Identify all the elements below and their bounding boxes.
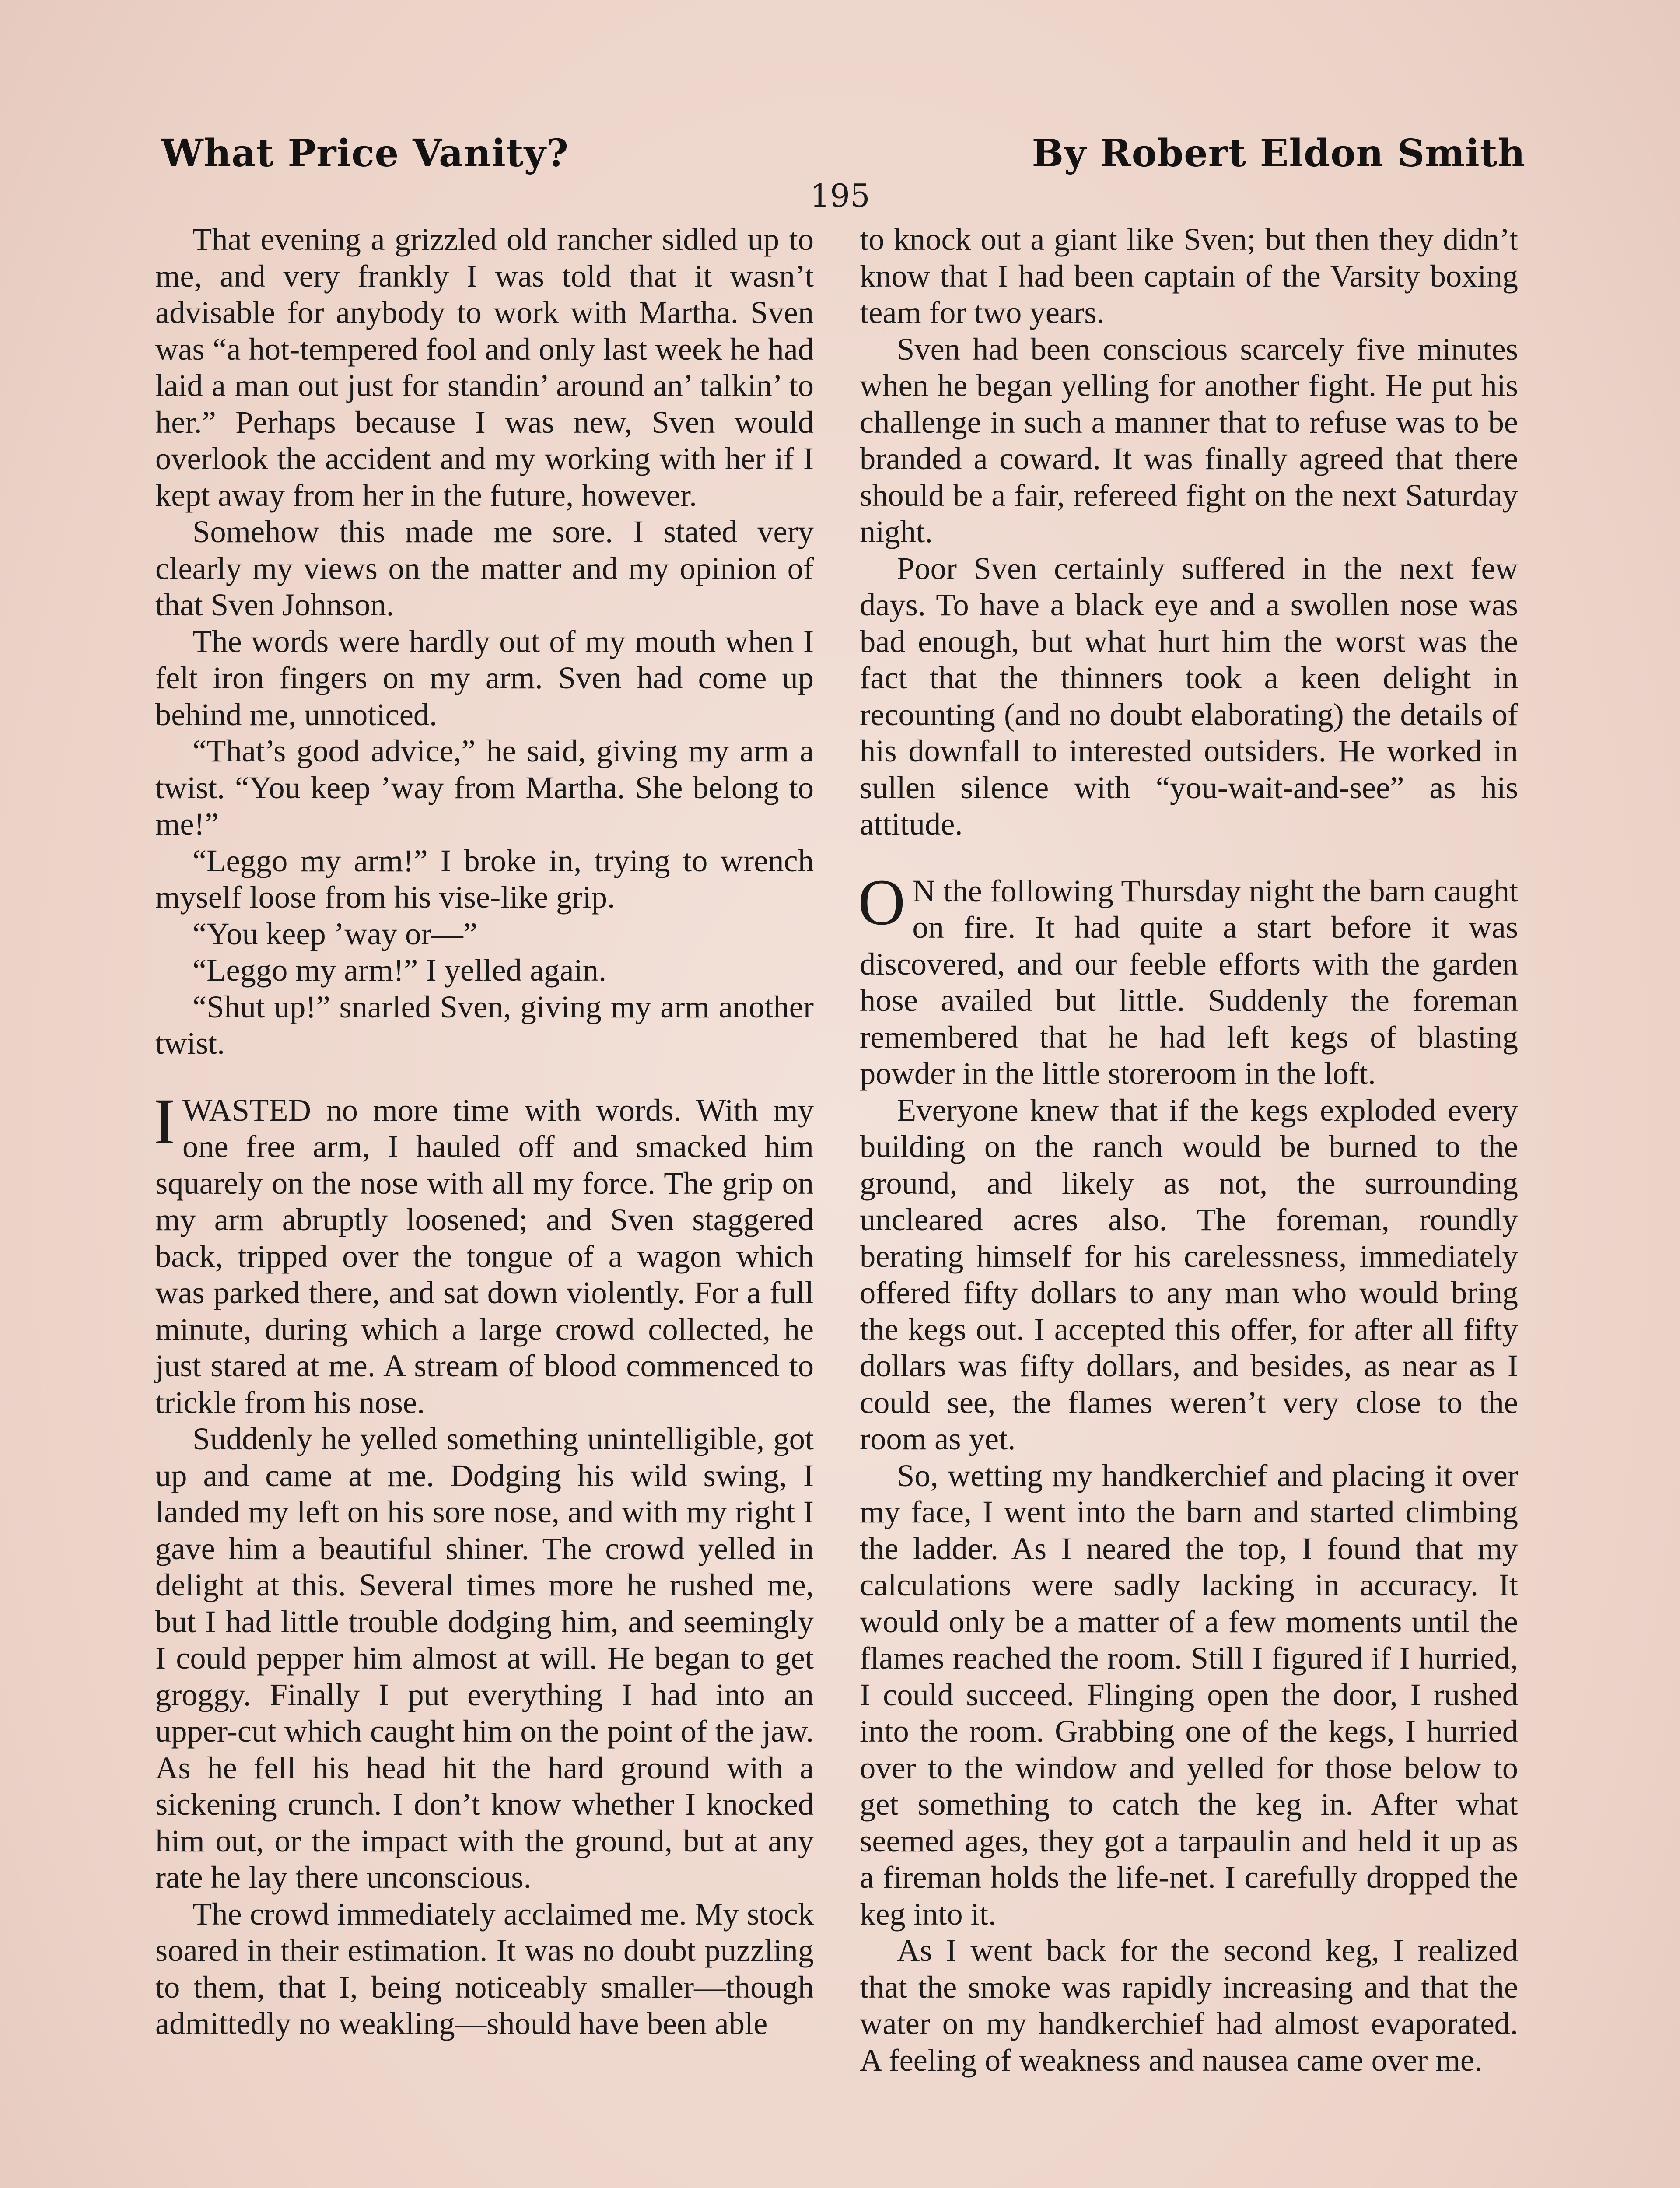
left-column: [155, 221, 814, 2042]
paragraph: Somehow this made me sore. I stated very clearly my views on the matter and my opinion of that Sven Johnson.: [155, 514, 814, 622]
paragraph: As I went back for the second keg, I realized that the smoke was rapidly increasing and that the water on my handkerchief had almost evaporated. A feeling of weakness and nausea came over me.: [860, 1932, 1518, 2078]
paragraph: “Leggo my arm!” I broke in, trying to wrench myself loose from his vise-like grip.: [155, 842, 814, 915]
paragraph: The crowd immediately acclaimed me. My stock soared in their estimation. It was no doubt puzzling to them, that I, being noticeably smaller—though admittedly no weakling—should have been able: [155, 1896, 814, 2041]
drop-cap: O: [858, 866, 906, 939]
section-start-text: WASTED no more time with words. With my one free arm, I hauled off and smacked him squarely on the nose with all my force. The grip on my arm abruptly loosened; and Sven staggered back, tripped over the tongue of a wagon which was parked there, and sat down violently. For a full minute, during which a large crowd collected, he just stared at me. A stream of blood commenced to trickle from his nose.: [155, 1092, 814, 1420]
paragraph: “You keep ’way or—”: [192, 915, 478, 951]
paragraph: “Leggo my arm!” I yelled again.: [192, 952, 607, 988]
page-number: 195: [810, 177, 870, 214]
paragraph: Sven had been conscious scarcely five minutes when he began yelling for another fight. He put his challenge in such a manner that to refuse was to be branded a coward. It was finally agreed that there should be a fair, refereed fight on the next Saturday night.: [860, 331, 1518, 549]
paragraph: So, wetting my handkerchief and placing it over my face, I went into the barn and started climbing the ladder. As I neared the top, I found that my calculations were sadly lacking in accuracy. It would only be a matter of a few moments until the flames reached the room. Still I figured if I hurried, I could succeed. Flinging open the door, I rushed into the room. Grabbing one of the kegs, I hurried over to the window and yelled for those below to get something to catch the keg in. After what seemed ages, they got a tarpaulin and held it up as a fireman holds the life-net. I carefully dropped the keg into it.: [860, 1457, 1518, 1932]
paragraph: Everyone knew that if the kegs exploded every building on the ranch would be burned to the ground, and likely as not, the surrounding uncleared acres also. The foreman, roundly berating himself for his carelessness, immediately offered fifty dollars to any man who would bring the kegs out. I accepted this offer, for after all fifty dollars was fifty dollars, and besides, as near as I could see, the flames weren’t very close to the room as yet.: [860, 1092, 1518, 1456]
right-column: [860, 221, 1518, 2078]
paragraph: Suddenly he yelled something unintelligible, got up and came at me. Dodging his wild swing, I landed my left on his sore nose, and with my right I gave him a beautiful shiner. The crowd yelled in delight at this. Several times more he rushed me, but I had little trouble dodging him, and seemingly I could pepper him almost at will. He began to get groggy. Finally I put everything I had into an upper-cut which caught him on the point of the jaw. As he fell his head hit the hard ground with a sickening crunch. I don’t know whether I knocked him out, or the impact with the ground, but at any rate he lay there unconscious.: [155, 1421, 814, 1895]
section-start-paragraph: [154, 1085, 814, 1421]
drop-cap: I: [154, 1085, 175, 1158]
paragraph: Poor Sven certainly suffered in the next few days. To have a black eye and a swollen nose was bad enough, but what hurt him the worst was the fact that the thinners took a keen delight in recounting (and no doubt elaborating) the details of his downfall to interested outsiders. He worked in sullen silence with “you-wait-and-see” as his attitude.: [860, 550, 1518, 842]
paragraph: The words were hardly out of my mouth when I felt iron fingers on my arm. Sven had come up behind me, unnoticed.: [155, 623, 814, 732]
section-start-paragraph: [858, 866, 1518, 1092]
paragraph: “That’s good advice,” he said, giving my arm a twist. “You keep ’way from Martha. She belong to me!”: [155, 733, 814, 842]
story-title: What Price Vanity?: [161, 131, 569, 175]
paragraph: “Shut up!” snarled Sven, giving my arm another twist.: [155, 989, 814, 1061]
author-byline: By Robert Eldon Smith: [1032, 131, 1526, 175]
paragraph: That evening a grizzled old rancher sidled up to me, and very frankly I was told that it wasn’t advisable for anybody to work with Martha. Sven was “a hot-tempered fool and only last week he had laid a man out just for standin’ around an’ talkin’ to her.” Perhaps because I was new, Sven would overlook the accident and my working with her if I kept away from her in the future, however.: [155, 221, 814, 513]
section-start-text: N the following Thursday night the barn caught on fire. It had quite a start before it was discovered, and our feeble efforts with the garden hose availed but little. Suddenly the foreman remembered that he had left kegs of blasting powder in the little storeroom in the loft.: [860, 873, 1518, 1091]
continued-paragraph: to knock out a giant like Sven; but then they didn’t know that I had been captain of the Varsity boxing team for two years.: [860, 221, 1518, 330]
